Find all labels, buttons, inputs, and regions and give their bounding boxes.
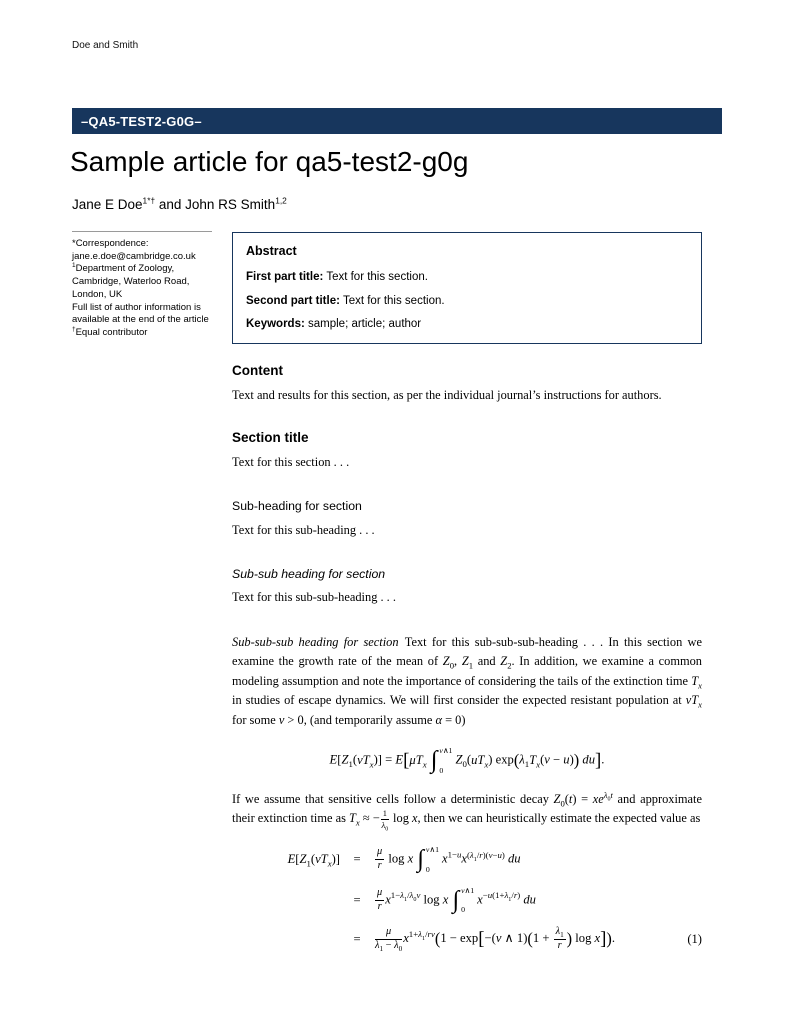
aligned-equation-row — [232, 887, 702, 915]
equal-contributor-note: †Equal contributor — [72, 325, 148, 339]
abstract-item-label: Keywords: — [246, 318, 305, 331]
equation-number: (1) — [687, 931, 702, 946]
affiliation: $^1$Department of Zoology, Cambridge, Waterloo Road, London, UK — [72, 262, 190, 300]
article-body — [232, 360, 702, 952]
journal-banner — [72, 108, 722, 134]
display-equation: $E[Z_1(vT_x)] = E[\mu T_x$ ∫ v∧1 0 $Z_0(uT_x) \exp(\lambda_1T_x(v - u))$ du]. — [329, 746, 605, 775]
author-info-note: Full list of author information is available at the end of the article — [72, 301, 209, 326]
equation-rhs: $\frac{\mu}{\lambda_1 - \lambda_0}$ $x^{1+\lambda_1/rv}(1 - \exp[-(v$ ∧ 1)(1 + $\frac{\lambda_1}{r}$ ) log x]). — [375, 926, 616, 954]
estimate-paragraph: If we assume that sensitive cells follow a deterministic decay $Z_0(t) = xe^{\lambda_0t}$ and approximate their extinction time as $T_x$ ≈ − $\frac{1}{\lambda_0}$ log x, then we can heuristically estimate the expected value as — [232, 789, 702, 833]
sub-sub-heading: Sub-sub heading for section — [232, 567, 386, 582]
content-heading: Content — [232, 363, 283, 378]
equation-rhs: $\frac{\mu}{r}$ log x ∫ v∧1 0 $x^{1-u}x^{(\lambda_1/r)(v-u)}$ du — [377, 845, 521, 874]
sub-sub-sub-paragraph: Sub-sub-sub heading for section Text for this sub-sub-sub-heading . . . In this section we examine the growth rate of the mean of $Z_0$, $Z_1$ and $Z_2$. In addition, we examine a common modeling assumption and note the importance of considering the tails of the extinction time $T_x$ in studies of escape dynamics. We will first consider the expected resistant population at $vT_x$ for some v > 0, (and temporarily assume α = 0) — [232, 634, 702, 727]
aligned-equation-row — [232, 927, 702, 952]
aligned-equation-block — [232, 846, 702, 952]
section-heading: Section title — [232, 429, 309, 445]
sub-heading: Sub-heading for section — [232, 499, 362, 514]
equation-relation: = — [353, 892, 361, 907]
equation-relation: = — [353, 931, 361, 946]
content-paragraph: Text and results for this section, as per the individual journal’s instructions for authors. — [232, 388, 662, 403]
abstract-first-part — [246, 269, 688, 286]
equation-rhs: $\frac{\mu}{r}$ $x^{1-\lambda_1/\lambda_0v}$ log x ∫ v∧1 0 $x^{-u(1+\lambda_1/r)}$ du — [377, 885, 536, 915]
abstract-heading: Abstract — [246, 244, 297, 258]
section-text: Text for this section . . . — [232, 454, 350, 469]
banner-label: –QA5-TEST2-G0G– — [81, 113, 202, 129]
correspondence-label: *Correspondence: — [72, 238, 149, 249]
running-head: Doe and Smith — [72, 40, 139, 51]
equation-relation: = — [353, 851, 361, 866]
abstract-second-part — [246, 293, 688, 310]
abstract-item-text: Text for this section. — [326, 271, 428, 284]
abstract-item-text: Text for this section. — [342, 294, 445, 307]
sub-sub-heading-text: Text for this sub-sub-heading . . . — [232, 590, 396, 605]
sub-heading-text: Text for this sub-heading . . . — [232, 522, 375, 537]
sidebar-divider — [72, 231, 212, 232]
abstract-box — [232, 232, 702, 344]
authors-line: Jane E Doe$^{1*\dagger}$ and John RS Smith$^{1,2}$ — [72, 195, 287, 212]
abstract-item-label: Second part title: — [246, 294, 340, 307]
abstract-item-label: First part title: — [246, 271, 324, 284]
aligned-equation-row — [232, 846, 702, 874]
correspondence-sidebar — [72, 238, 220, 340]
abstract-keywords — [246, 316, 688, 333]
correspondence-email-link[interactable]: jane.e.doe@cambridge.co.uk — [72, 250, 196, 262]
equation-lhs: $E[Z_1(vT_x)]$ — [287, 851, 340, 869]
abstract-item-text: sample; article; author — [308, 318, 422, 331]
article-title: Sample article for qa5-test2-g0g — [70, 146, 469, 177]
